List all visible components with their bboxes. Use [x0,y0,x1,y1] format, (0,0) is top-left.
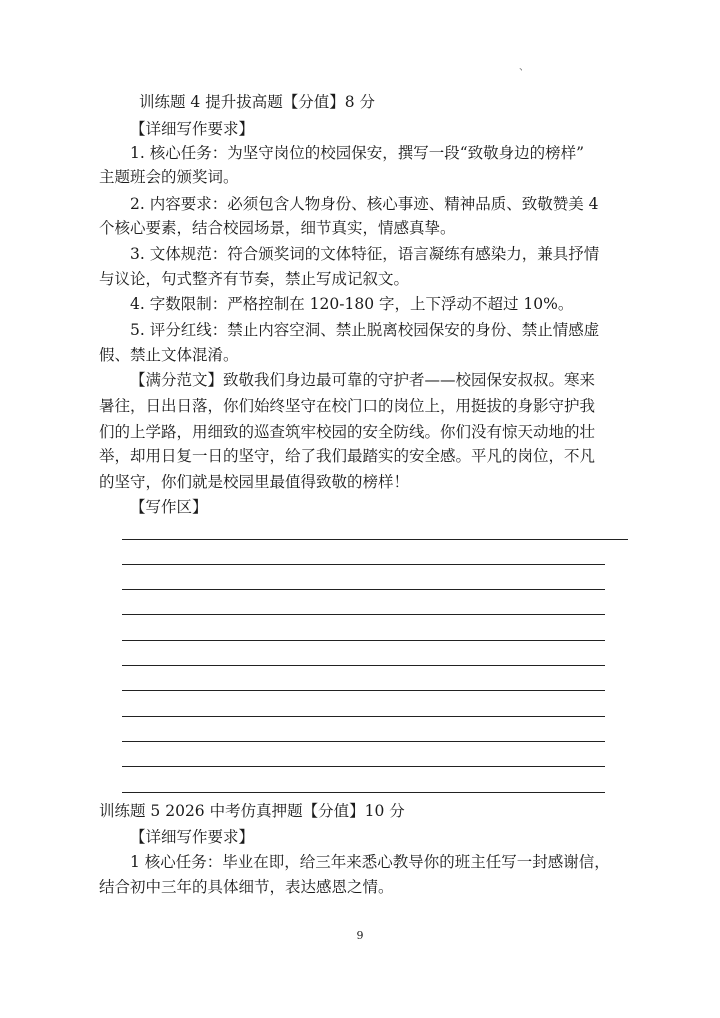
model-essay-line: 【满分范文】致敬我们身边最可靠的守护者——校园保安叔叔。寒来 [130,371,596,389]
exercise4-title: 训练题 4 提升拔高题【分值】8 分 [139,93,376,111]
exercise4-req-line: 主题班会的颁奖词。 [99,168,239,186]
writing-line[interactable] [122,716,605,717]
writing-line[interactable] [122,640,605,641]
writing-area-label: 【写作区】 [130,498,208,516]
writing-line[interactable] [122,614,605,615]
exercise4-req-line: 个核心要素，结合校园场景，细节真实，情感真挚。 [99,219,456,237]
exercise4-req-line: 4. 字数限制：严格控制在 120-180 字，上下浮动不超过 10%。 [130,295,574,313]
exercise5-req-line: 结合初中三年的具体细节，表达感恩之情。 [99,878,394,896]
model-essay-line: 的坚守，你们就是校园里最值得致敬的榜样！ [99,473,410,491]
exercise5-req-line: 1 核心任务：毕业在即，给三年来悉心教导你的班主任写一封感谢信， [130,853,610,871]
exercise4-req-line: 5. 评分红线：禁止内容空洞、禁止脱离校园保安的身份、禁止情感虚 [130,321,600,339]
exercise4-requirements-header: 【详细写作要求】 [130,120,255,138]
page-number: 9 [356,929,364,942]
writing-line[interactable] [122,741,605,742]
exercise4-req-line: 与议论，句式整齐有节奏，禁止写成记叙文。 [99,270,410,288]
exercise4-req-line: 2. 内容要求：必须包含人物身份、核心事迹、精神品质、致敬赞美 4 [130,195,599,213]
model-essay-line: 举，却用日复一日的坚守，给了我们最踏实的安全感。平凡的岗位，不凡 [99,447,596,465]
model-essay-line: 暑往，日出日落，你们始终坚守在校门口的岗位上，用挺拔的身影守护我 [99,397,596,415]
writing-line[interactable] [122,539,628,540]
writing-line[interactable] [122,589,605,590]
stray-mark: 、 [519,62,529,73]
writing-line[interactable] [122,792,605,793]
writing-line[interactable] [122,690,605,691]
writing-line[interactable] [122,564,605,565]
exercise5-requirements-header: 【详细写作要求】 [130,828,255,846]
writing-line[interactable] [122,665,605,666]
exercise4-req-line: 假、禁止文体混淆。 [99,346,239,364]
exercise4-req-line: 3. 文体规范：符合颁奖词的文体特征，语言凝练有感染力，兼具抒情 [130,245,600,263]
writing-line[interactable] [122,766,605,767]
model-essay-line: 们的上学路，用细致的巡查筑牢校园的安全防线。你们没有惊天动地的壮 [99,423,596,441]
exercise4-req-line: 1. 核心任务：为坚守岗位的校园保安，撰写一段“致敬身边的榜样” [130,144,585,162]
exercise5-title: 训练题 5 2026 中考仿真押题【分值】10 分 [99,802,405,820]
